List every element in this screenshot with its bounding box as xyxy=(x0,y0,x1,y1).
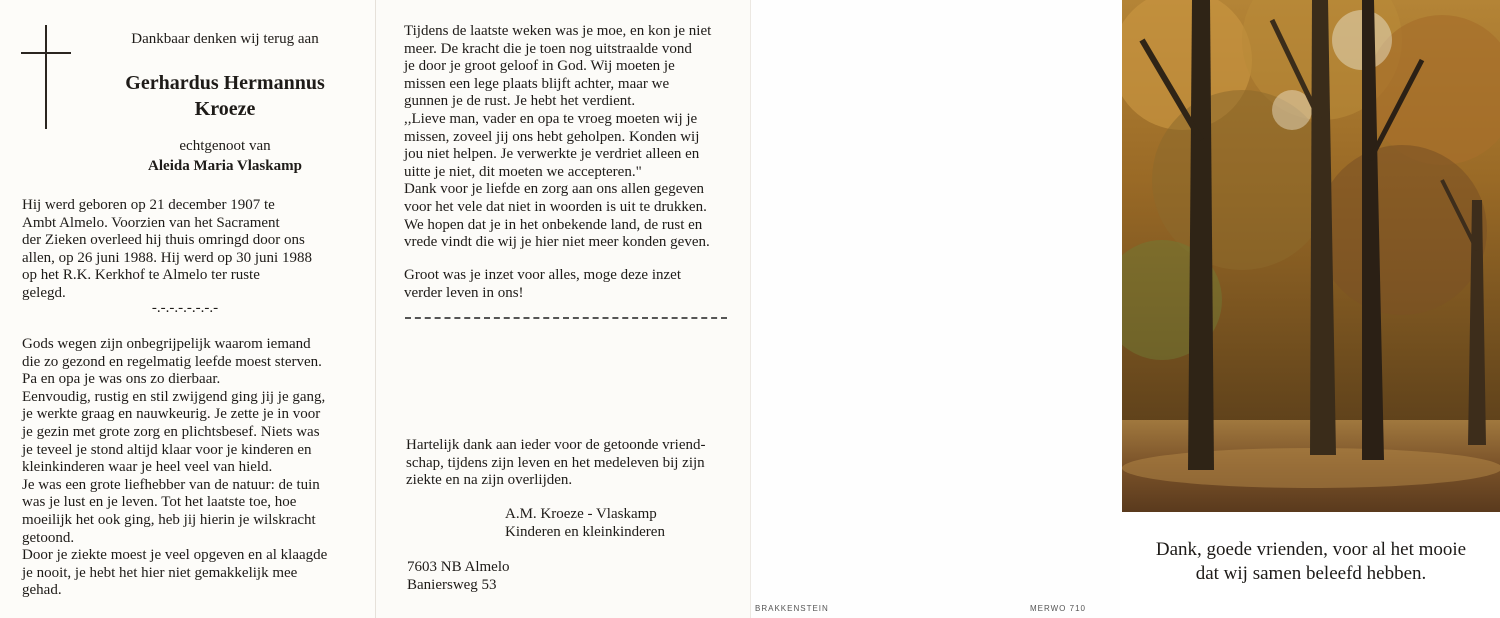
poem-line: Door je ziekte moest je veel opgeven en al klaagde xyxy=(22,547,328,564)
text-line: je door je groot geloof in God. Wij moeten je xyxy=(404,58,675,75)
poem-line: Eenvoudig, rustig en stil zwijgend ging jij je gang, xyxy=(22,388,326,405)
caption-line: Dank, goede vrienden, voor al het mooie xyxy=(1155,539,1467,560)
intro-text: Dankbaar denken wij terug aan xyxy=(131,31,319,47)
closing-line: verder leven in ons! xyxy=(404,284,524,301)
card-panel-center-right xyxy=(750,0,1120,618)
poem-line: was je lust en je leven. Tot het laatste toe, hoe xyxy=(22,494,297,511)
spouse-name: Aleida Maria Vlaskamp xyxy=(148,158,302,174)
card-panel-left xyxy=(0,0,375,618)
poem-line: je werkte graag en nauwkeurig. Je zette je in voor xyxy=(22,406,321,423)
poem-line: kleinkinderen waar je heel veel van hield. xyxy=(22,459,273,476)
poem-line: je teveel je stond altijd klaar voor je kinderen en xyxy=(22,441,312,458)
poem-line: je gezin met grote zorg en plichtsbesef. Niets was xyxy=(22,424,320,440)
bio-line: der Zieken overleed hij thuis omringd door ons xyxy=(22,232,305,249)
text-line: ,,Lieve man, vader en opa te vroeg moeten wij je xyxy=(404,111,698,127)
bio-line: Ambt Almelo. Voorzien van het Sacrament xyxy=(22,214,280,231)
poem-line: Gods wegen zijn onbegrijpelijk waarom iemand xyxy=(22,336,311,352)
text-line: uitte je niet, dit moeten we accepteren." xyxy=(404,163,642,180)
poem-line: gehad. xyxy=(22,582,62,599)
poem-line: getoond. xyxy=(22,529,75,546)
bio-line: allen, op 26 juni 1988. Hij werd op 30 juni 1988 xyxy=(22,249,312,266)
spouse-label: echtgenoot van xyxy=(179,138,271,154)
cross-icon-bar xyxy=(21,52,71,54)
poem-line: Pa en opa je was ons zo dierbaar. xyxy=(22,371,221,388)
product-code: MERWO 710 xyxy=(1030,604,1086,613)
poem-line: je nooit, je hebt het hier niet gemakkelijk mee xyxy=(22,564,298,581)
cross-icon xyxy=(45,25,47,129)
separator: -.-.-.-.-.-.-.- xyxy=(151,300,219,316)
signature-family: Kinderen en kleinkinderen xyxy=(505,523,665,540)
poem-line: Je was een grote liefhebber van de natuur: de tuin xyxy=(22,476,320,493)
closing-line: Groot was je inzet voor alles, moge deze inzet xyxy=(404,267,681,283)
thanks-line: schap, tijdens zijn leven en het medeleven bij zijn xyxy=(406,454,705,471)
signature-name: A.M. Kroeze - Vlaskamp xyxy=(505,506,657,522)
poem-line: die zo gezond en regelmatig leefde moest sterven. xyxy=(22,353,322,370)
thanks-line: Hartelijk dank aan ieder voor de getoonde vriend- xyxy=(406,437,706,453)
text-line: missen, zoveel jij ons hebt geholpen. Konden wij xyxy=(404,128,700,145)
bio-line: Hij werd geboren op 21 december 1907 te xyxy=(22,197,275,213)
text-line: voor het vele dat niet in woorden is uit te drukken. xyxy=(404,199,707,215)
text-line: Dank voor je liefde en zorg aan ons allen gegeven xyxy=(404,181,705,198)
deceased-name-first: Gerhardus Hermannus xyxy=(125,72,325,94)
text-line: jou niet helpen. Je verwerkte je verdriet alleen en xyxy=(404,146,700,163)
text-line: We hopen dat je in het onbekende land, de rust en xyxy=(404,216,703,233)
text-line: vrede vindt die wij je hier niet meer konden geven. xyxy=(404,234,710,251)
bio-line: gelegd. xyxy=(22,285,66,301)
dashed-divider xyxy=(405,317,727,319)
text-line: Tijdens de laatste weken was je moe, en kon je niet xyxy=(404,23,712,39)
autumn-forest-photo xyxy=(1122,0,1500,512)
bio-line: op het R.K. Kerkhof te Almelo ter ruste xyxy=(22,267,260,284)
text-line: meer. De kracht die je toen nog uitstraalde vond xyxy=(404,40,692,57)
thanks-line: ziekte en na zijn overlijden. xyxy=(406,472,573,489)
text-line: gunnen je de rust. Je hebt het verdient. xyxy=(404,93,636,110)
text-line: missen een lege plaats blijft achter, maar we xyxy=(404,75,670,92)
publisher-mark: BRAKKENSTEIN xyxy=(755,604,829,613)
address-street: Baniersweg 53 xyxy=(407,577,497,593)
poem-line: moeilijk het ook ging, heb jij hierin je wilskracht xyxy=(22,512,316,528)
deceased-name-last: Kroeze xyxy=(194,98,256,120)
address-city: 7603 NB Almelo xyxy=(407,559,510,575)
caption-line: dat wij samen beleefd hebben. xyxy=(1195,563,1427,584)
